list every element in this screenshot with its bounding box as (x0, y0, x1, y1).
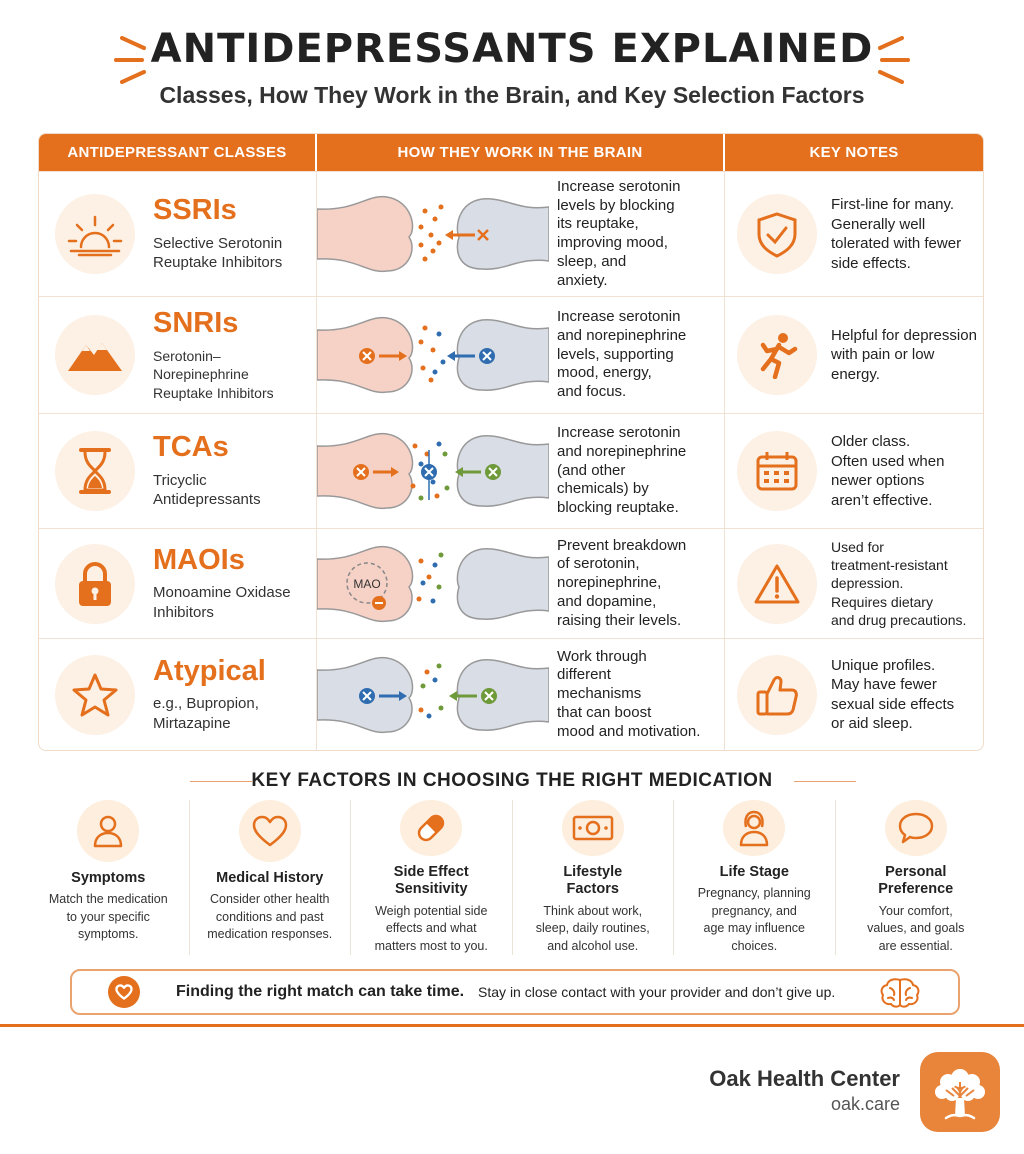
oak-tree-logo-icon (920, 1052, 1000, 1132)
synapse-diagram (317, 189, 549, 279)
warning-triangle-icon (737, 544, 817, 624)
factors-title: KEY FACTORS IN CHOOSING THE RIGHT MEDICATION (251, 770, 773, 791)
table-row-atypical (39, 638, 983, 750)
factor-desc: Pregnancy, planning pregnancy, and age may influence choices. (697, 886, 811, 953)
note-text: Used for treatment-resistant depression. Requires dietary and drug precautions. (831, 539, 967, 628)
mountains-icon (55, 315, 135, 395)
footer-divider (0, 1024, 1024, 1027)
factor-desc: Match the medication to your specific symptoms. (48, 892, 168, 942)
note-text: Older class. Often used when newer options aren’t effective. (831, 433, 945, 509)
money-bill-icon (562, 800, 624, 856)
table-row-tcas (39, 413, 983, 528)
woman-icon (723, 800, 785, 856)
brain-icon (878, 976, 922, 1010)
synapse-diagram (317, 539, 549, 629)
person-icon (77, 800, 139, 862)
burst-lines-left-icon (108, 28, 168, 88)
brand-name: Oak Health Center (709, 1066, 900, 1091)
shield-check-icon (737, 194, 817, 274)
class-name: SSRIs (153, 194, 237, 227)
hourglass-icon (55, 431, 135, 511)
mao-enzyme-label: MAO (353, 576, 381, 591)
speech-bubble-icon (885, 800, 947, 856)
table-row-ssris (39, 171, 983, 296)
page-title: ANTIDEPRESSANTS EXPLAINED (150, 26, 874, 72)
factor-symptoms (28, 800, 190, 955)
class-full-name: Monoamine Oxidase Inhibitors (153, 584, 291, 621)
class-name: SNRIs (153, 307, 239, 340)
calendar-icon (737, 431, 817, 511)
factor-life-stage (674, 800, 836, 955)
factor-title: Lifestyle Factors (563, 863, 623, 898)
synapse-diagram (317, 426, 549, 516)
factor-desc: Consider other health conditions and past medication responses. (207, 892, 333, 942)
mechanism-text: Increase serotonin levels by blocking its reuptake, improving mood, sleep, and anxiety. (557, 177, 681, 289)
class-name: TCAs (153, 431, 229, 464)
factor-personal-preference (836, 800, 997, 955)
factor-desc: Weigh potential side effects and what matters most to you. (374, 903, 488, 953)
factors-list (28, 800, 996, 955)
factor-title: Symptoms (71, 870, 146, 886)
factor-desc: Think about work, sleep, daily routines, and alcohol use. (535, 903, 650, 953)
page-subtitle: Classes, How They Work in the Brain, and Key Selection Factors (159, 82, 865, 108)
heart-icon (108, 976, 140, 1008)
class-full-name: Serotonin–Norepinephrine Reuptake Inhibitors (153, 348, 274, 401)
factor-title: Medical History (216, 870, 324, 886)
sunrise-icon (55, 194, 135, 274)
pill-icon (400, 800, 462, 856)
running-person-icon (737, 315, 817, 395)
class-full-name: Selective Serotonin Reuptake Inhibitors (153, 234, 283, 272)
mechanism-text: Increase serotonin and norepinephrine (and other chemicals) by blocking reuptake. (557, 424, 687, 517)
banner-bold-text: Finding the right match can take time. (176, 983, 465, 1000)
table-row-maois (39, 528, 983, 638)
brand-url[interactable]: oak.care (830, 1094, 900, 1114)
header-mechanism: HOW THEY WORK IN THE BRAIN (317, 134, 725, 171)
banner-text: Stay in close contact with your provider and don’t give up. (478, 984, 836, 1000)
class-full-name: Tricyclic Antidepressants (153, 471, 261, 509)
mechanism-text: Prevent breakdown of serotonin, norepinephrine, and dopamine, raising their levels. (557, 536, 687, 629)
factor-medical-history (190, 800, 352, 955)
note-text: First-line for many. Generally well tolerated with fewer side effects. (831, 196, 962, 272)
padlock-icon (55, 544, 135, 624)
table-header (39, 134, 983, 171)
header-classes: ANTIDEPRESSANT CLASSES (39, 134, 317, 171)
class-name: Atypical (153, 654, 266, 687)
header-notes: KEY NOTES (809, 144, 899, 161)
factor-desc: Your comfort, values, and goals are essential. (867, 903, 965, 953)
synapse-diagram (317, 650, 549, 740)
encouragement-banner (70, 969, 960, 1015)
brand-block (709, 1066, 900, 1115)
classes-table (38, 133, 984, 751)
factor-title: Side Effect Sensitivity (393, 863, 469, 898)
factor-lifestyle (513, 800, 675, 955)
factor-title: Life Stage (719, 863, 789, 880)
factor-side-effects (351, 800, 513, 955)
mechanism-text: Increase serotonin and norepinephrine levels, supporting mood, energy, and focus. (557, 308, 687, 401)
table-row-snris (39, 296, 983, 413)
mechanism-text: Work through different mechanisms that can boost mood and motivation. (557, 647, 701, 740)
star-icon (55, 655, 135, 735)
factor-title: Personal Preference (878, 863, 954, 898)
thumbs-up-icon (737, 655, 817, 735)
note-text: Helpful for depression with pain or low energy. (831, 326, 977, 383)
heart-icon (239, 800, 301, 862)
synapse-diagram (317, 310, 549, 400)
note-text: Unique profiles. May have fewer sexual side effects or aid sleep. (831, 656, 955, 732)
class-name: MAOIs (153, 543, 245, 576)
class-full-name: e.g., Bupropion, Mirtazapine (153, 695, 259, 732)
burst-lines-right-icon (856, 28, 916, 88)
